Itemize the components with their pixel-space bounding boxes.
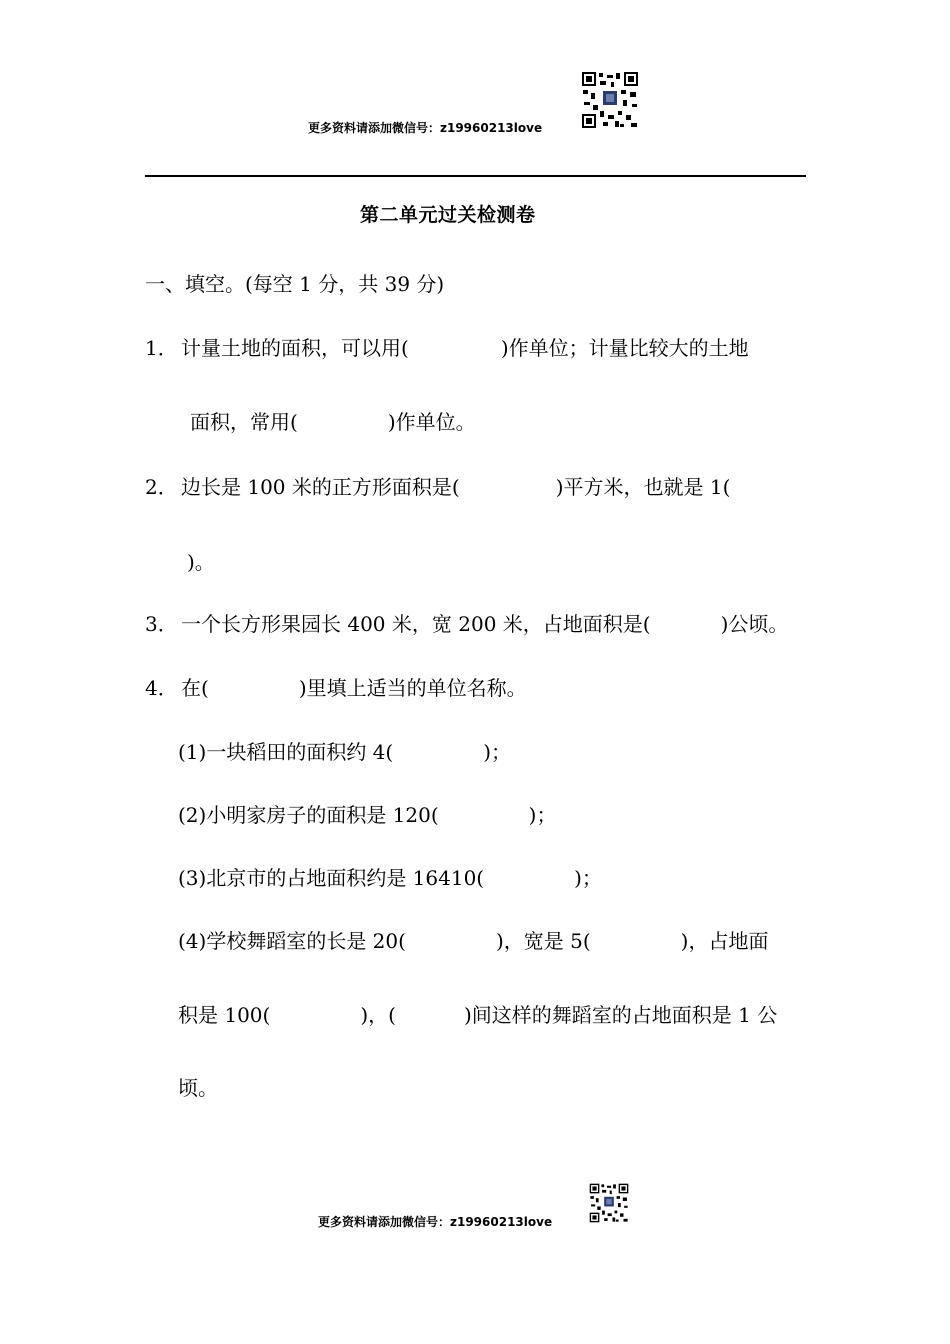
question-4-line-1: 4． 在( )里填上适当的单位名称。 (145, 676, 527, 700)
question-4-sub-2: (2)小明家房子的面积是 120( )； (178, 803, 557, 827)
question-4-sub-3: (3)北京市的占地面积约是 16410( )； (178, 866, 602, 890)
page-title: 第二单元过关检测卷 (360, 204, 536, 226)
qr-code-icon (589, 1183, 629, 1223)
question-3-number: 3． (145, 612, 178, 636)
question-3-line-1: 3． 一个长方形果园长 400 米，宽 200 米，占地面积是( )公顷。 (145, 612, 789, 636)
question-4-sub-4-line-3: 顷。 (178, 1076, 218, 1100)
question-2-line-1: 2． 边长是 100 米的正方形面积是( )平方米，也就是 1( (145, 475, 731, 499)
footer-contact-text: 更多资料请添加微信号：z19960213love (318, 1215, 553, 1229)
question-1-line-2: 面积，常用( )作单位。 (190, 410, 476, 434)
question-2-line-2: )。 (187, 550, 215, 574)
section-heading: 一、填空。(每空 1 分，共 39 分) (145, 272, 445, 296)
qr-code-icon (581, 71, 639, 129)
question-4-number: 4． (145, 676, 178, 700)
question-4-sub-1: (1)一块稻田的面积约 4( )； (178, 740, 512, 764)
question-1-line-1: 1． 计量土地的面积，可以用( )作单位；计量比较大的土地 (145, 336, 749, 360)
question-4-sub-4-line-1: (4)学校舞蹈室的长是 20( )，宽是 5( )，占地面 (178, 929, 769, 953)
question-2-number: 2． (145, 475, 178, 499)
question-4-sub-4-line-2: 积是 100( )，( )间这样的舞蹈室的占地面积是 1 公 (178, 1003, 778, 1027)
header-divider (145, 175, 806, 177)
question-1-number: 1． (145, 336, 178, 360)
header-contact-text: 更多资料请添加微信号：z19960213love (308, 121, 543, 135)
